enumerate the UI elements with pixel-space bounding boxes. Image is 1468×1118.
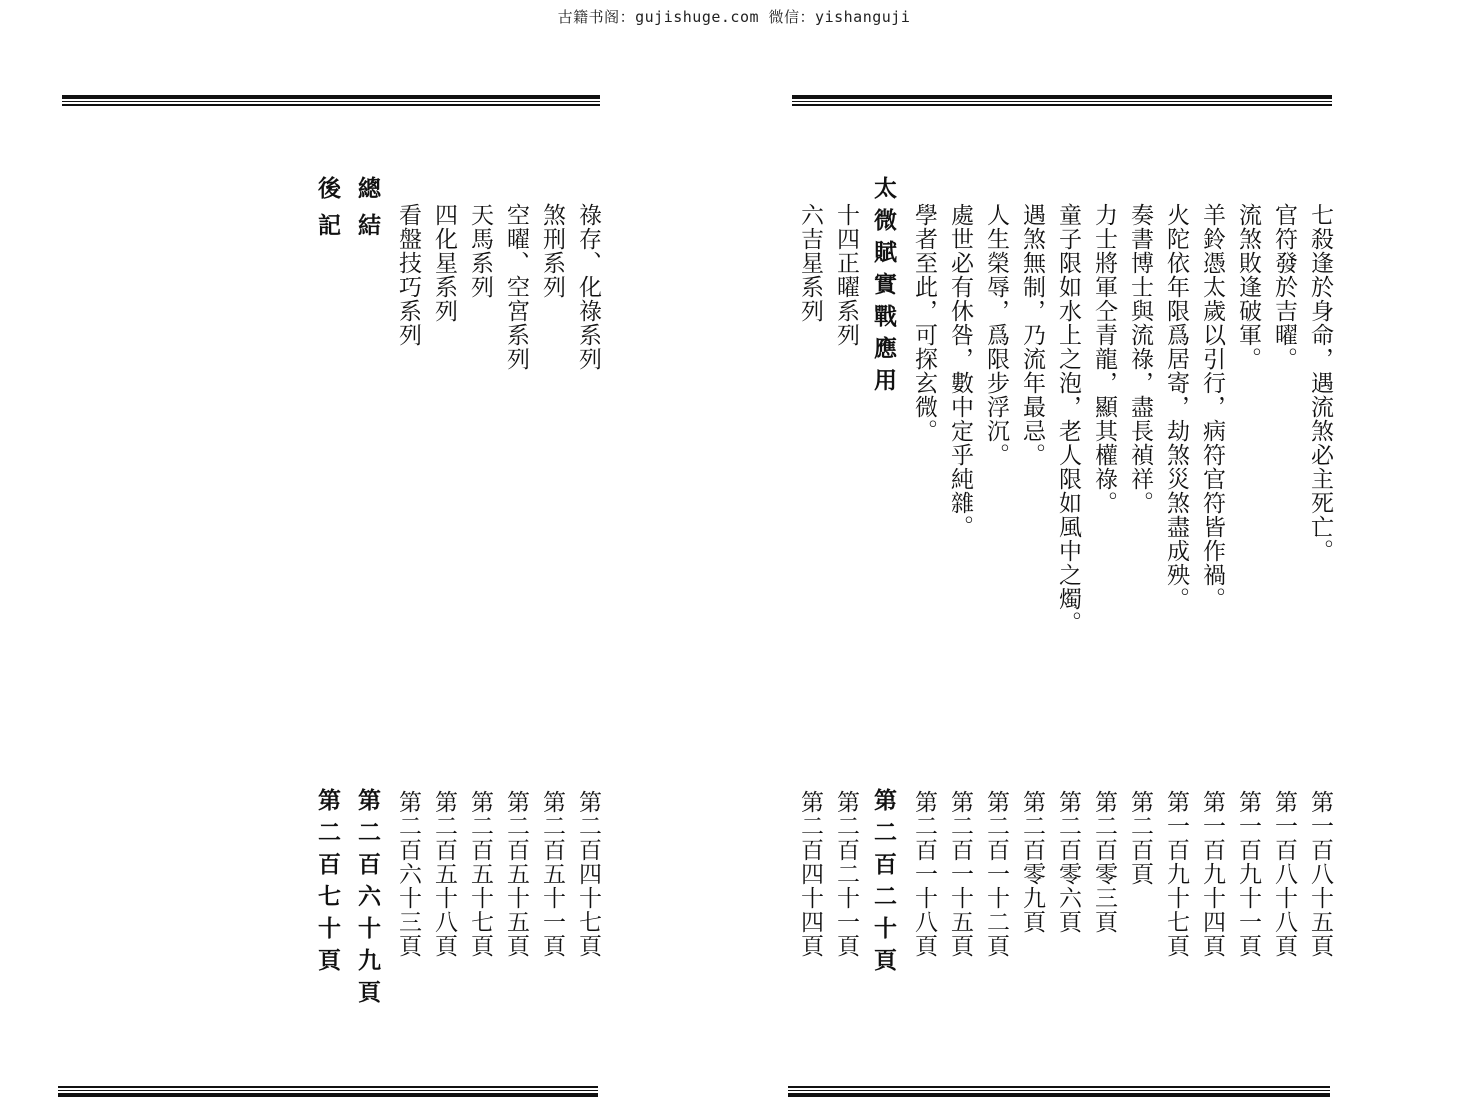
toc-page-number: 第二百五十一頁 bbox=[539, 790, 565, 958]
toc-section-heading: 總結 bbox=[354, 176, 381, 250]
toc-page-number: 第二百五十八頁 bbox=[431, 790, 457, 958]
toc-page-number: 第一百九十七頁 bbox=[1163, 790, 1189, 958]
toc-title: 看盤技巧系列 bbox=[395, 203, 421, 347]
toc-title: 奏書博士與流祿，盡長禎祥。 bbox=[1127, 203, 1153, 515]
toc-title: 羊鈴憑太歲以引行，病符官符皆作禍。 bbox=[1199, 203, 1225, 611]
toc-title: 空曜、空宮系列 bbox=[503, 203, 529, 371]
toc-page-number: 第二百二十一頁 bbox=[833, 790, 859, 958]
toc-page-number: 第一百八十五頁 bbox=[1307, 790, 1333, 958]
toc-title: 六吉星系列 bbox=[797, 203, 823, 323]
toc-section-heading: 後記 bbox=[314, 176, 341, 250]
toc-title: 祿存、化祿系列 bbox=[575, 203, 601, 371]
toc-page-number: 第二百四十七頁 bbox=[575, 790, 601, 958]
toc-page-number: 第二百一十八頁 bbox=[911, 790, 937, 958]
toc-title: 火陀依年限爲居寄，劫煞災煞盡成殃。 bbox=[1163, 203, 1189, 611]
toc-title: 七殺逢於身命，遇流煞必主死亡。 bbox=[1307, 203, 1333, 563]
toc-page-number: 第二百六十九頁 bbox=[354, 788, 381, 1012]
toc-page-number: 第二百五十七頁 bbox=[467, 790, 493, 958]
right-page-top-rule bbox=[792, 95, 1332, 107]
toc-title: 四化星系列 bbox=[431, 203, 457, 323]
toc-page-number: 第二百五十五頁 bbox=[503, 790, 529, 958]
toc-title: 官符發於吉曜。 bbox=[1271, 203, 1297, 371]
toc-page-number: 第一百九十四頁 bbox=[1199, 790, 1225, 958]
toc-title: 十四正曜系列 bbox=[833, 203, 859, 347]
toc-title: 遇煞無制，乃流年最忌。 bbox=[1019, 203, 1045, 467]
toc-page-number: 第二百零六頁 bbox=[1055, 790, 1081, 934]
toc-title: 天馬系列 bbox=[467, 203, 493, 299]
toc-title: 學者至此，可探玄微。 bbox=[911, 203, 937, 443]
toc-page-number: 第二百四十四頁 bbox=[797, 790, 823, 958]
toc-page-number: 第一百八十八頁 bbox=[1271, 790, 1297, 958]
toc-page-number: 第二百零三頁 bbox=[1091, 790, 1117, 934]
watermark: 古籍书阁：gujishuge.com 微信：yishanguji bbox=[557, 8, 911, 26]
right-page-bottom-rule bbox=[788, 1086, 1330, 1098]
toc-page-number: 第二百一十五頁 bbox=[947, 790, 973, 958]
toc-page-number: 第一百九十一頁 bbox=[1235, 790, 1261, 958]
toc-section-heading: 太微賦實戰應用 bbox=[870, 176, 897, 400]
toc-page-number: 第二百七十頁 bbox=[314, 788, 341, 980]
toc-title: 流煞敗逢破軍。 bbox=[1235, 203, 1261, 371]
toc-title: 煞刑系列 bbox=[539, 203, 565, 299]
toc-title: 處世必有休咎，數中定乎純雜。 bbox=[947, 203, 973, 539]
toc-title: 力士將軍仝青龍，顯其權祿。 bbox=[1091, 203, 1117, 515]
toc-title: 人生榮辱，爲限步浮沉。 bbox=[983, 203, 1009, 467]
toc-page-number: 第二百二十頁 bbox=[870, 788, 897, 980]
toc-page-number: 第二百一十二頁 bbox=[983, 790, 1009, 958]
toc-page-number: 第二百六十三頁 bbox=[395, 790, 421, 958]
toc-page-number: 第二百頁 bbox=[1127, 790, 1153, 886]
left-page-top-rule bbox=[62, 95, 600, 107]
toc-title: 童子限如水上之泡，老人限如風中之燭。 bbox=[1055, 203, 1081, 635]
toc-page-number: 第二百零九頁 bbox=[1019, 790, 1045, 934]
left-page-bottom-rule bbox=[58, 1086, 598, 1098]
